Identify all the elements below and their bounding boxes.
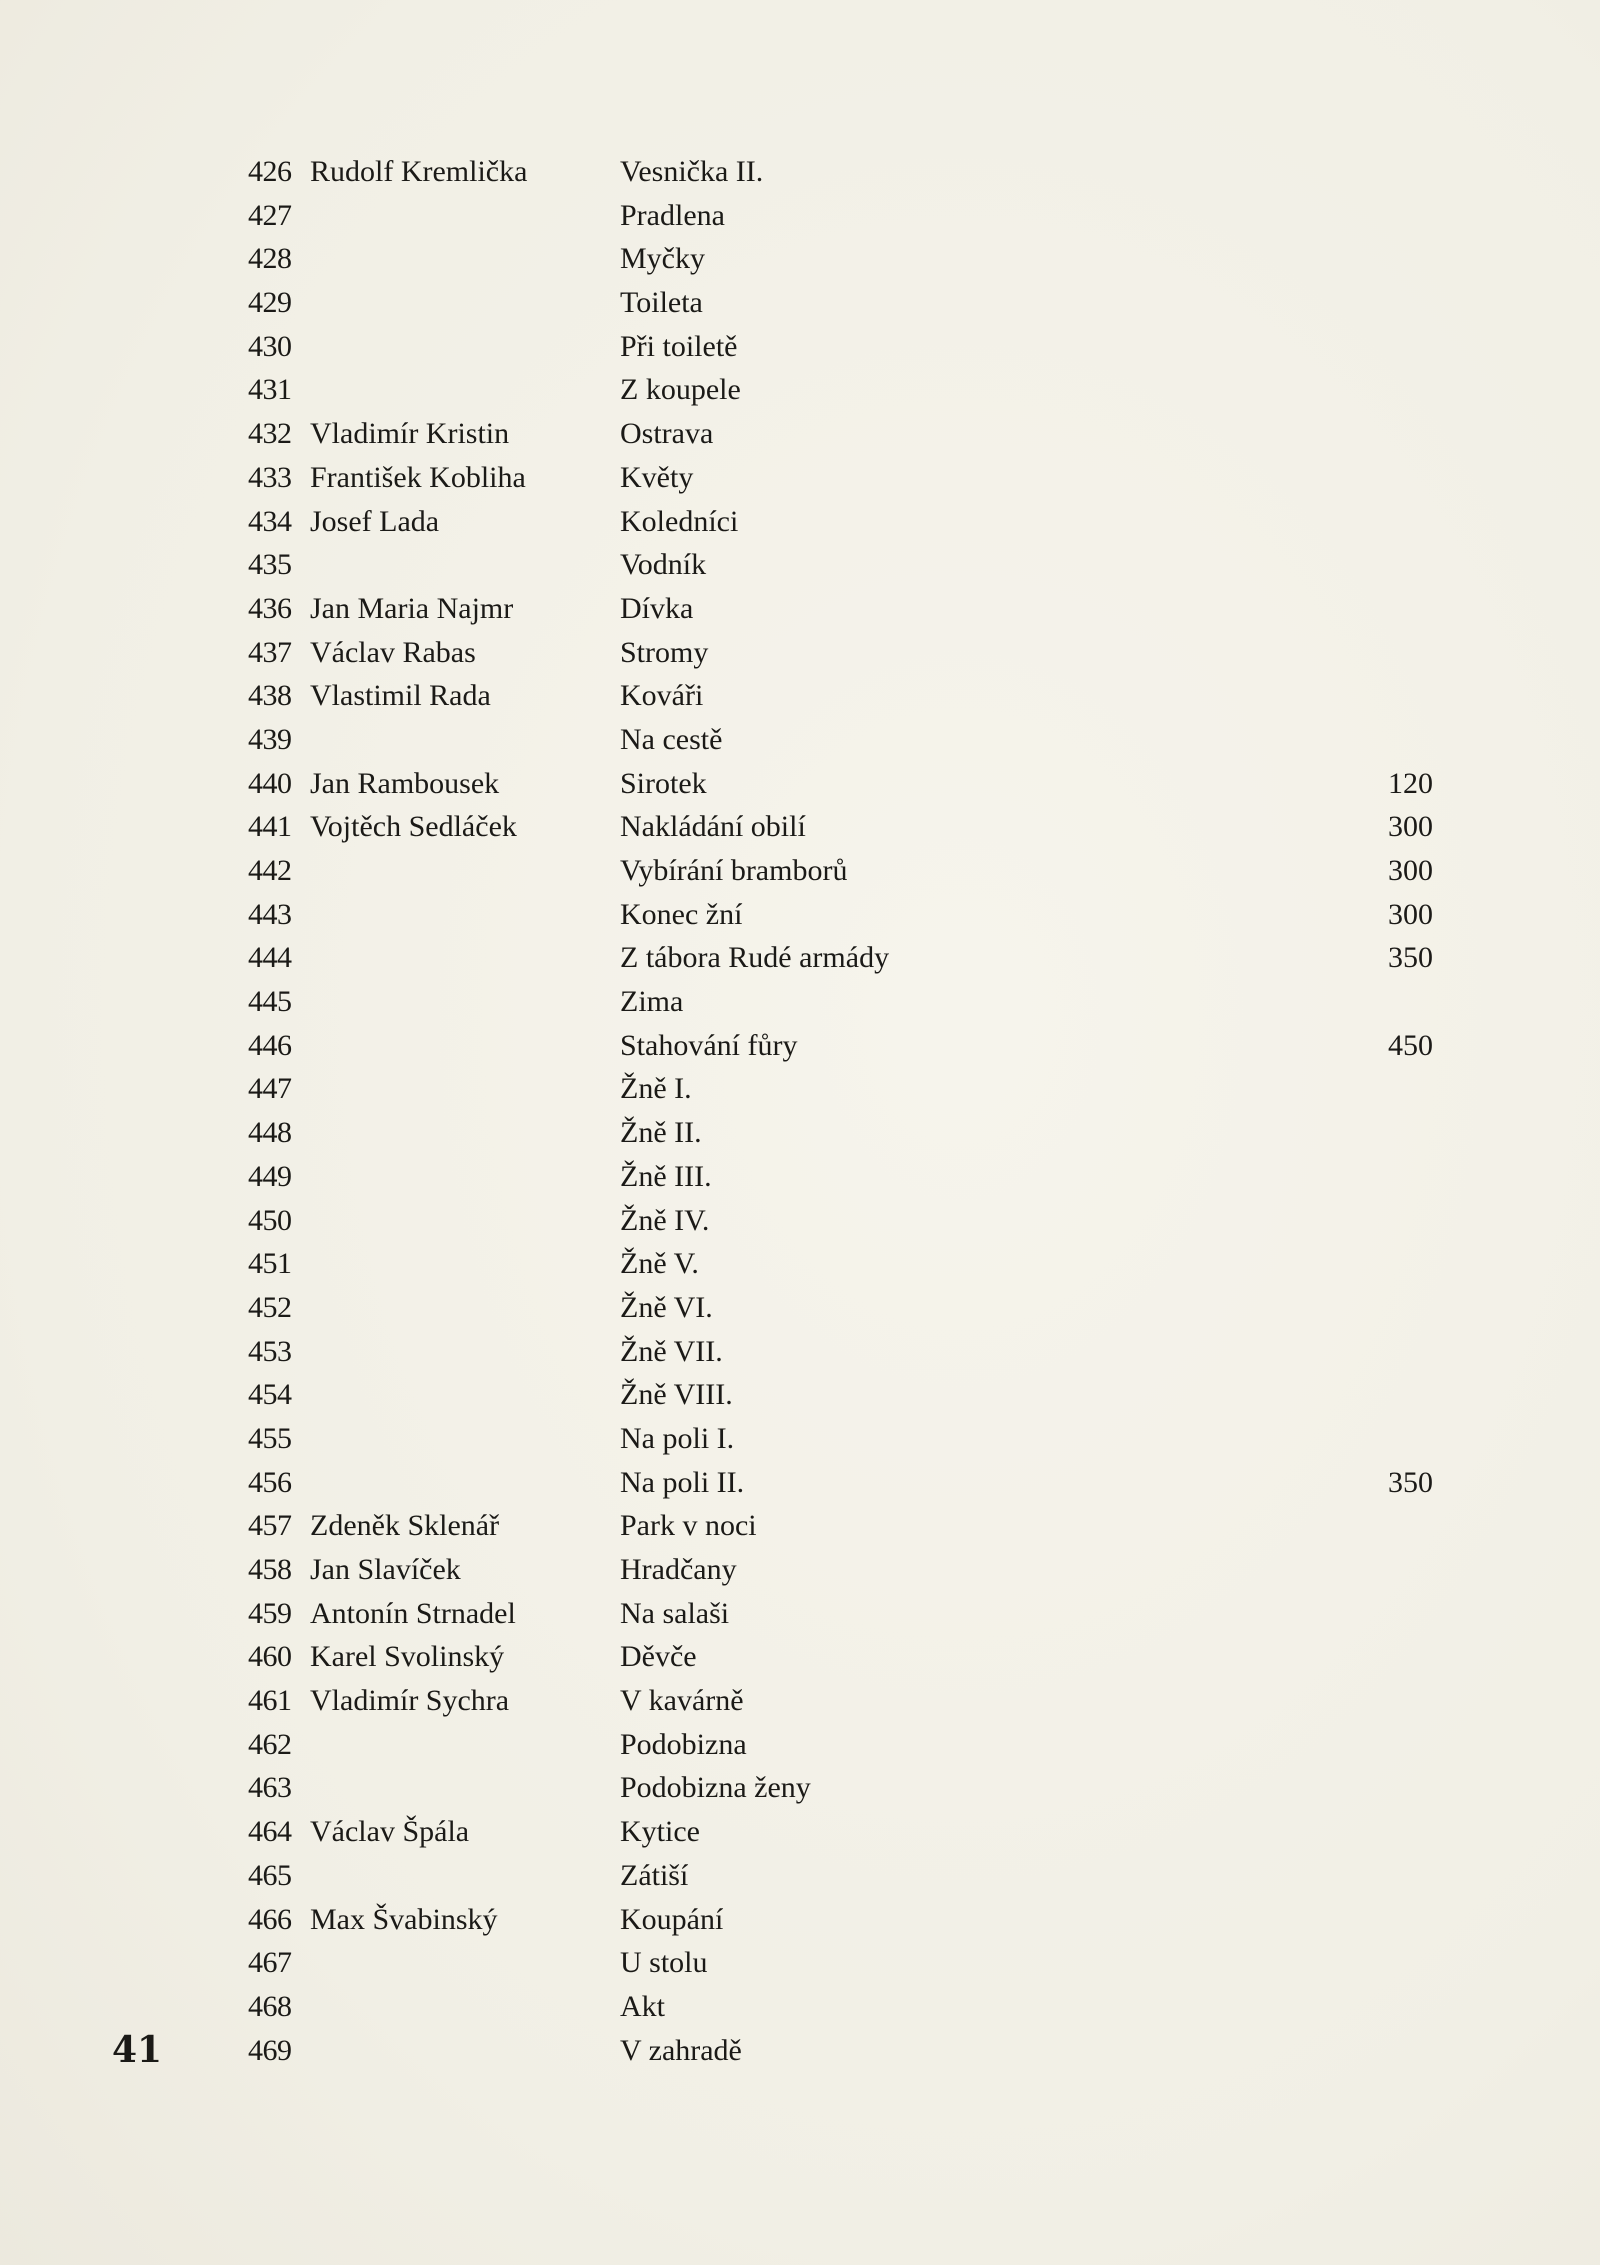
work-title: Květy xyxy=(620,460,694,494)
catalog-list xyxy=(248,150,1448,2072)
work-title: Stromy xyxy=(620,635,709,669)
catalog-number: 440 xyxy=(248,766,292,800)
catalog-number: 445 xyxy=(248,985,292,1019)
work-title: Sirotek xyxy=(620,766,707,800)
catalog-number: 457 xyxy=(248,1509,292,1543)
catalog-row xyxy=(248,1723,1448,1767)
catalog-row xyxy=(248,2029,1448,2073)
work-title: Stahování fůry xyxy=(620,1028,798,1062)
work-title: Nakládání obilí xyxy=(620,810,806,844)
artist-name: Vojtěch Sedláček xyxy=(310,810,517,844)
work-title: Žně III. xyxy=(620,1159,712,1193)
catalog-row xyxy=(248,1854,1448,1898)
work-title: Pradlena xyxy=(620,198,725,232)
catalog-number: 465 xyxy=(248,1858,292,1892)
catalog-number: 453 xyxy=(248,1334,292,1368)
catalog-row xyxy=(248,368,1448,412)
catalog-row xyxy=(248,1592,1448,1636)
work-title: Kováři xyxy=(620,679,704,713)
catalog-row xyxy=(248,1242,1448,1286)
catalog-row xyxy=(248,587,1448,631)
work-title: Žně V. xyxy=(620,1247,699,1281)
work-title: Park v noci xyxy=(620,1509,757,1543)
price: 300 xyxy=(1388,897,1433,931)
work-title: Podobizna xyxy=(620,1727,747,1761)
catalog-row xyxy=(248,1504,1448,1548)
work-title: Na poli I. xyxy=(620,1421,735,1455)
catalog-row xyxy=(248,893,1448,937)
catalog-row xyxy=(248,1286,1448,1330)
catalog-row xyxy=(248,1985,1448,2029)
work-title: V zahradě xyxy=(620,2033,742,2067)
work-title: Z koupele xyxy=(620,373,741,407)
catalog-number: 464 xyxy=(248,1815,292,1849)
catalog-number: 430 xyxy=(248,329,292,363)
work-title: Konec žní xyxy=(620,897,743,931)
catalog-number: 463 xyxy=(248,1771,292,1805)
work-title: Dívka xyxy=(620,591,694,625)
catalog-row xyxy=(248,281,1448,325)
catalog-number: 438 xyxy=(248,679,292,713)
catalog-number: 462 xyxy=(248,1727,292,1761)
catalog-row xyxy=(248,1810,1448,1854)
catalog-number: 447 xyxy=(248,1072,292,1106)
catalog-number: 429 xyxy=(248,286,292,320)
work-title: Na poli II. xyxy=(620,1465,745,1499)
catalog-number: 448 xyxy=(248,1116,292,1150)
catalog-number: 458 xyxy=(248,1553,292,1586)
catalog-row xyxy=(248,1330,1448,1374)
catalog-row xyxy=(248,849,1448,893)
catalog-row xyxy=(248,1155,1448,1199)
catalog-number: 435 xyxy=(248,548,292,582)
catalog-number: 446 xyxy=(248,1028,292,1062)
catalog-row xyxy=(248,936,1448,980)
catalog-number: 460 xyxy=(248,1640,292,1674)
page-number: 41 xyxy=(112,2029,163,2071)
work-title: Zátiší xyxy=(620,1858,689,1892)
artist-name: Antonín Strnadel xyxy=(310,1596,516,1630)
catalog-number: 443 xyxy=(248,897,292,931)
catalog-number: 467 xyxy=(248,1946,292,1980)
artist-name: Josef Lada xyxy=(310,504,440,538)
work-title: Podobizna ženy xyxy=(620,1771,811,1805)
work-title: Vodník xyxy=(620,548,707,582)
work-title: Na cestě xyxy=(620,722,723,756)
work-title: V kavárně xyxy=(620,1684,744,1718)
work-title: Myčky xyxy=(620,242,705,276)
price: 350 xyxy=(1388,1465,1433,1499)
work-title: Žně I. xyxy=(620,1072,692,1106)
catalog-number: 433 xyxy=(248,460,292,494)
artist-name: Vladimír Kristin xyxy=(310,417,510,451)
catalog-number: 426 xyxy=(248,155,292,188)
catalog-row xyxy=(248,1548,1448,1592)
price: 300 xyxy=(1388,810,1433,844)
catalog-row xyxy=(248,500,1448,544)
catalog-row xyxy=(248,1417,1448,1461)
catalog-row xyxy=(248,1679,1448,1723)
work-title: Žně II. xyxy=(620,1116,702,1150)
price: 350 xyxy=(1388,941,1433,975)
work-title: Koupání xyxy=(620,1902,724,1936)
work-title: Žně VI. xyxy=(620,1290,713,1324)
catalog-number: 436 xyxy=(248,591,292,625)
catalog-row xyxy=(248,456,1448,500)
catalog-number: 459 xyxy=(248,1596,292,1630)
work-title: Zima xyxy=(620,985,684,1019)
artist-name: Vlastimil Rada xyxy=(310,679,491,713)
catalog-row xyxy=(248,1635,1448,1679)
work-title: Hradčany xyxy=(620,1553,737,1586)
artist-name: Jan Maria Najmr xyxy=(310,591,514,625)
catalog-row xyxy=(248,1199,1448,1243)
work-title: Akt xyxy=(620,1989,665,2023)
catalog-row xyxy=(248,1898,1448,1942)
artist-name: Václav Špála xyxy=(310,1815,470,1849)
work-title: Vesnička II. xyxy=(620,155,764,188)
artist-name: Václav Rabas xyxy=(310,635,476,669)
work-title: Žně VIII. xyxy=(620,1378,733,1412)
catalog-number: 449 xyxy=(248,1159,292,1193)
catalog-number: 439 xyxy=(248,722,292,756)
catalog-number: 442 xyxy=(248,854,292,887)
artist-name: Jan Rambousek xyxy=(310,766,500,800)
catalog-row xyxy=(248,1111,1448,1155)
price: 450 xyxy=(1388,1028,1433,1062)
artist-name: Max Švabinský xyxy=(310,1902,498,1936)
catalog-row xyxy=(248,805,1448,849)
price: 120 xyxy=(1388,766,1433,800)
catalog-number: 455 xyxy=(248,1421,292,1455)
work-title: Toileta xyxy=(620,286,703,320)
artist-name: Zdeněk Sklenář xyxy=(310,1509,500,1543)
catalog-number: 427 xyxy=(248,198,292,232)
artist-name: Vladimír Sychra xyxy=(310,1684,510,1718)
catalog-number: 466 xyxy=(248,1902,292,1936)
artist-name: Karel Svolinský xyxy=(310,1640,505,1674)
catalog-row xyxy=(248,194,1448,238)
catalog-row xyxy=(248,150,1448,194)
catalog-number: 454 xyxy=(248,1378,292,1412)
work-title: Vybírání bramborů xyxy=(620,854,848,887)
work-title: U stolu xyxy=(620,1946,708,1980)
catalog-number: 468 xyxy=(248,1989,292,2023)
catalog-row xyxy=(248,1024,1448,1068)
catalog-row xyxy=(248,1373,1448,1417)
catalog-row xyxy=(248,718,1448,762)
catalog-row xyxy=(248,543,1448,587)
catalog-number: 432 xyxy=(248,417,292,451)
catalog-row xyxy=(248,1941,1448,1985)
catalog-number: 452 xyxy=(248,1290,292,1324)
work-title: Z tábora Rudé armády xyxy=(620,941,890,975)
catalog-row xyxy=(248,1067,1448,1111)
price: 300 xyxy=(1388,854,1433,887)
work-title: Žně VII. xyxy=(620,1334,723,1368)
catalog-row xyxy=(248,980,1448,1024)
work-title: Ostrava xyxy=(620,417,714,451)
catalog-row xyxy=(248,237,1448,281)
artist-name: František Kobliha xyxy=(310,460,526,494)
catalog-number: 441 xyxy=(248,810,292,844)
work-title: Koledníci xyxy=(620,504,739,538)
catalog-row xyxy=(248,631,1448,675)
catalog-number: 461 xyxy=(248,1684,292,1718)
catalog-row xyxy=(248,1461,1448,1505)
catalog-row xyxy=(248,762,1448,806)
catalog-number: 444 xyxy=(248,941,292,975)
work-title: Děvče xyxy=(620,1640,697,1674)
work-title: Kytice xyxy=(620,1815,700,1849)
catalog-number: 437 xyxy=(248,635,292,669)
catalog-row xyxy=(248,1766,1448,1810)
artist-name: Rudolf Kremlička xyxy=(310,155,528,188)
catalog-number: 469 xyxy=(248,2033,292,2067)
catalog-number: 434 xyxy=(248,504,292,538)
catalog-number: 428 xyxy=(248,242,292,276)
catalog-number: 450 xyxy=(248,1203,292,1237)
work-title: Při toiletě xyxy=(620,329,738,363)
artist-name: Jan Slavíček xyxy=(310,1553,461,1586)
catalog-row xyxy=(248,412,1448,456)
catalog-row xyxy=(248,674,1448,718)
catalog-number: 431 xyxy=(248,373,292,407)
catalog-number: 451 xyxy=(248,1247,292,1281)
catalog-number: 456 xyxy=(248,1465,292,1499)
work-title: Na salaši xyxy=(620,1596,730,1630)
catalog-row xyxy=(248,325,1448,369)
work-title: Žně IV. xyxy=(620,1203,710,1237)
